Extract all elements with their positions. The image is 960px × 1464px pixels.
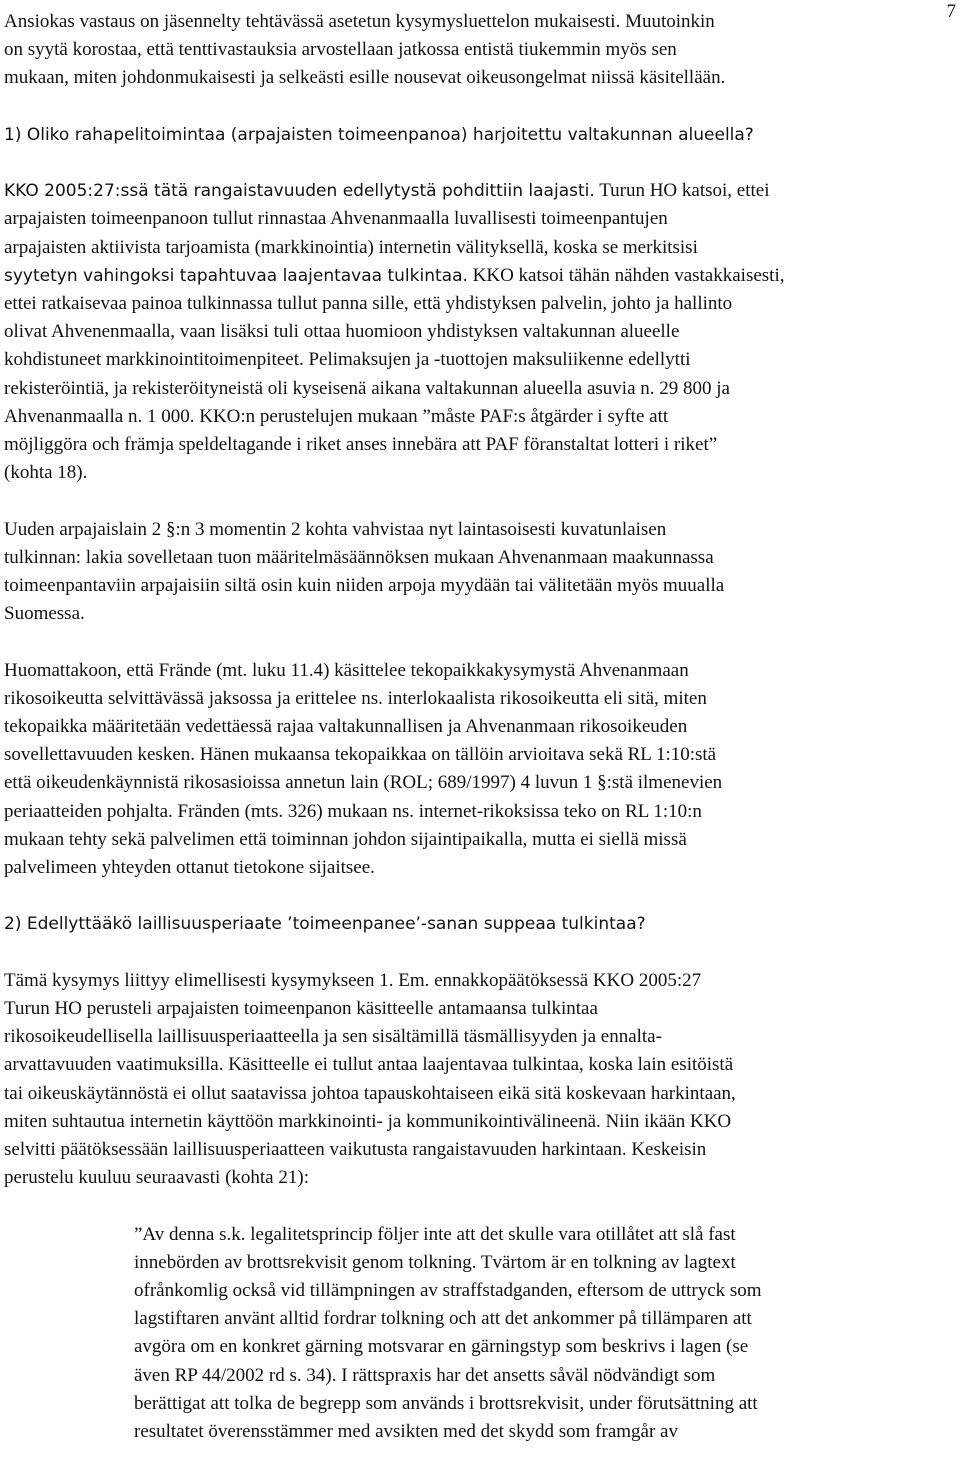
question-2-paragraph [4,967,954,1193]
text-line: tekopaikka määritetään vedettäessä rajaa valtakunnallisen ja Ahvenanmaan rikosoikeuden [4,716,688,738]
kko-paragraph [4,177,954,487]
text-line: tulkinnan: lakia sovelletaan tuon määritelmäsäännöksen mukaan Ahvenanmaan maakunnassa [4,546,714,568]
page-number: 7 [946,1,956,22]
text-line: Tämä kysymys liittyy elimellisesti kysymykseen 1. Em. ennakkopäätöksessä KKO 2005:27 [4,969,702,991]
text-line: Ansiokas vastaus on jäsennelty tehtävässä asetetun kysymysluettelon mukaisesti. Muutoinkin [4,11,715,32]
kko-line4-rest: KKO katsoi tähän nähden vastakkaisesti, [467,264,785,286]
text-line: tai oikeuskäytännöstä ei ollut saatavissa johtoa tapauskohtaiseen eikä sitä koskevaan harkintaan, [4,1082,736,1104]
question-2-heading: 2) Edellyttääkö laillisuusperiaate ’toimeenpanee’-sanan suppeaa tulkintaa? [4,914,646,935]
text-line: arvattavuuden vaatimuksilla. Käsitteelle ei tullut antaa laajentavaa tulkintaa, koska lain esitöistä [4,1054,734,1076]
kko-lead-text: KKO 2005:27:ssä tätä rangaistavuuden edellytystä pohdittiin laajasti. [4,181,595,202]
text-line: sovellettavuuden kesken. Hänen mukaansa tekopaikkaa on tällöin arvioitava sekä RL 1:10:stä [4,744,717,766]
text-line: rikosoikeutta selvittävässä jaksossa ja erittelee ns. interlokaalista rikosoikeutta eli sitä, miten [4,687,707,709]
text-line: rekisteröintiä, ja rekisteröityneistä oli kyseisenä aikana valtakunnan alueella asuvia n. 29 800 ja [4,377,730,399]
text-line: perustelu kuuluu seuraavasti (kohta 21): [4,1167,309,1189]
text-line: on syytä korostaa, että tenttivastauksia arvostellaan jatkossa entistä tiukemmin myös sen [4,39,677,61]
text-line: palvelimeen yhteyden ottanut tietokone sijaitsee. [4,857,375,879]
text-line: mukaan, miten johdonmukaisesti ja selkeästi esille nousevat oikeusongelmat niissä käsitellään. [4,67,726,89]
text-line: olivat Ahvenenmaalla, vaan lisäksi tuli ottaa huomioon yhdistyksen valtakunnan alueelle [4,321,680,343]
text-line: möjliggöra och främja speldeltagande i riket anses innebära att PAF föranstaltat lotteri i riket” [4,434,718,456]
text-line [4,177,954,205]
text-line: Turun HO perusteli arpajaisten toimeenpanon käsitteelle antamaansa tulkintaa [4,998,598,1020]
text-line: ettei ratkaisevaa painoa tulkinnassa tullut panna sille, että yhdistyksen palvelin, johto ja hallinto [4,293,733,314]
text-line [4,262,954,290]
arpajaislaki-paragraph [4,516,954,629]
text-line: arpajaisten toimeenpanoon tullut rinnastaa Ahvenanmaalla luvallisesti toimeenpantujen [4,208,668,230]
text-line: Suomessa. [4,603,85,625]
text-line: että oikeudenkäynnistä rikosasioissa annetun lain (ROL; 689/1997) 4 luvun 1 §:stä ilmenevien [4,772,723,794]
text-line: periaatteiden pohjalta. Fränden (mts. 326) mukaan ns. internet-rikoksissa teko on RL 1:10:n [4,800,702,822]
quote-line: lagstiftaren använt alltid fordrar tolkning och att det ankommer på tillämparen att [134,1308,752,1330]
quote-line: resultatet överensstämmer med avsikten med det skydd som framgår av [134,1421,678,1443]
quote-line: ofrånkomlig också vid tillämpningen av straffstadganden, eftersom de uttryck som [134,1280,762,1302]
text-line: miten suhtautua internetin käyttöön markkinointi- ja kommunikointivälineenä. Niin ikään KKO [4,1110,732,1132]
kko-sans-text: syytetyn vahingoksi tapahtuvaa laajentavaa tulkintaa. [4,265,468,286]
document-body [4,8,954,1446]
quote-line: avgöra om en konkret gärning motsvarar en gärningstyp som beskrivs i lagen (se [134,1336,749,1358]
text-line: rikosoikeudellisella laillisuusperiaatteella ja sen sisältämillä täsmällisyyden ja ennalta- [4,1026,662,1048]
block-quote [4,1221,954,1447]
text-line: Uuden arpajaislain 2 §:n 3 momentin 2 kohta vahvistaa nyt laintasoisesti kuvatunlaisen [4,518,667,540]
kko-lead-rest: Turun HO katsoi, ettei [594,180,770,202]
frande-paragraph [4,657,954,883]
question-1-heading: 1) Oliko rahapelitoimintaa (arpajaisten toimeenpanoa) harjoitettu valtakunnan alueella? [4,124,754,145]
text-line: (kohta 18). [4,462,88,484]
text-line: Ahvenanmaalla n. 1 000. KKO:n perustelujen mukaan ”måste PAF:s åtgärder i syfte att [4,405,669,427]
intro-paragraph [4,8,954,93]
text-line: mukaan tehty sekä palvelimen että toiminnan johdon sijaintipaikalla, mutta ei siellä missä [4,828,687,850]
text-line: Huomattakoon, että Frände (mt. luku 11.4) käsittelee tekopaikkakysymystä Ahvenanmaan [4,659,689,681]
text-line: toimeenpantaviin arpajaisiin siltä osin kuin niiden arpoja myydään tai välitetään myös muualla [4,575,725,597]
text-line: selvitti päätöksessään laillisuusperiaatteen vaikutusta rangaistavuuden harkintaan. Keskeisin [4,1139,707,1161]
text-line: kohdistuneet markkinointitoimenpiteet. Pelimaksujen ja -tuottojen maksuliikenne edellytti [4,349,691,371]
quote-line: berättigat att tolka de begrepp som används i brottsrekvisit, under förutsättning att [134,1392,758,1414]
quote-line: ”Av denna s.k. legalitetsprincip följer inte att det skulle vara otillåtet att slå fast [134,1223,736,1245]
quote-line: även RP 44/2002 rd s. 34). I rättspraxis har det ansetts såväl nödvändigt som [134,1364,716,1386]
text-line: arpajaisten aktiivista tarjoamista (markkinointia) internetin välityksellä, koska se merkitsisi [4,236,698,258]
quote-line: innebörden av brottsrekvisit genom tolkning. Tvärtom är en tolkning av lagtext [134,1251,736,1273]
